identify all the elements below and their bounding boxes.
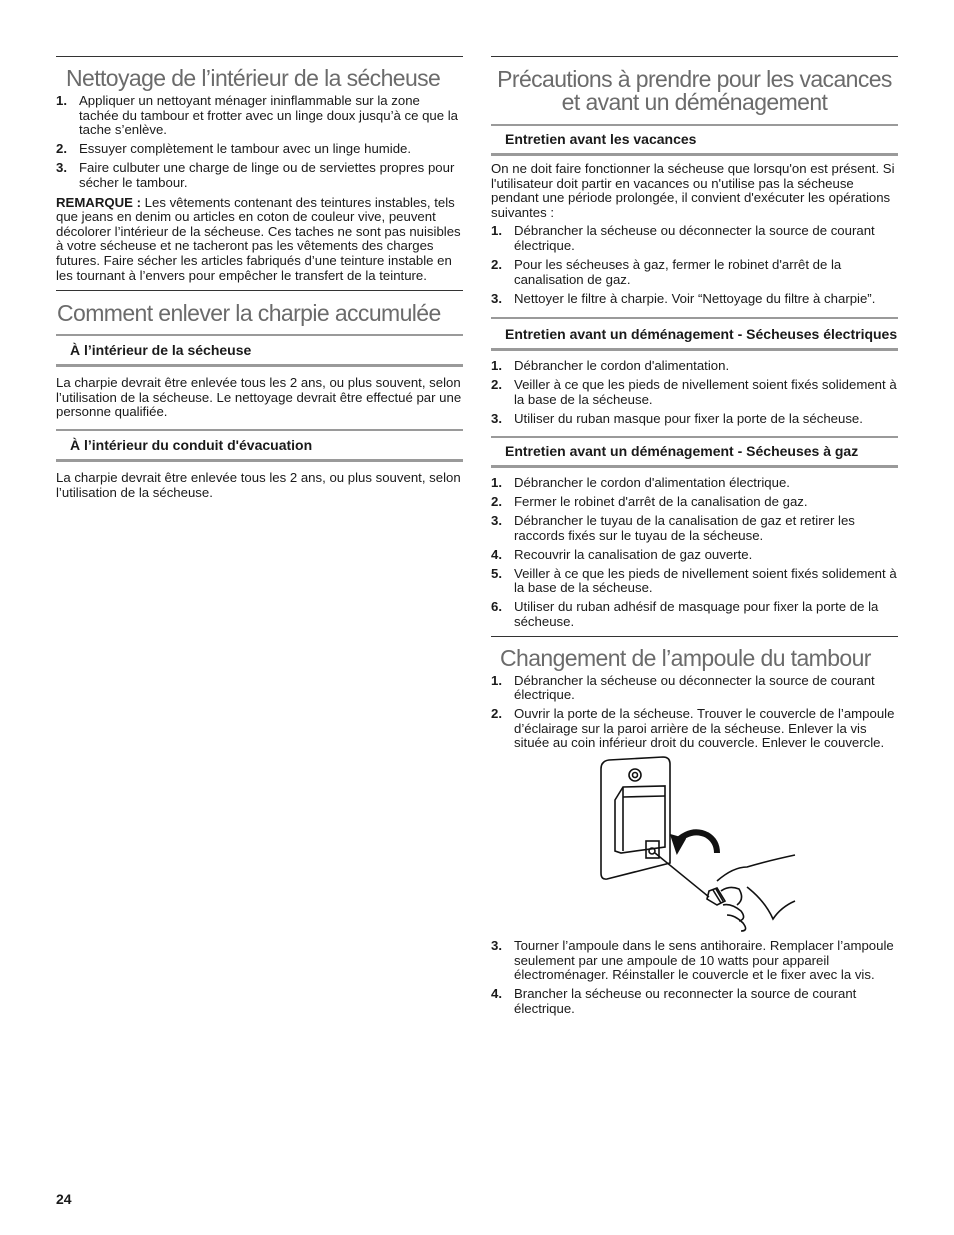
step-number: 3. — [491, 512, 502, 528]
hand-lower — [747, 887, 795, 919]
vacation-intro: On ne doit faire fonctionner la sécheuse que lorsqu'on est présent. Si l'utilisateur doit partir en vacances ou n'utilise pas la sécheuse pendant une période prolongée, il convient d'exécuter les opérations suivantes : — [491, 161, 895, 220]
step-number: 2. — [491, 257, 502, 273]
hand-upper — [717, 855, 795, 881]
step-text: Brancher la sécheuse ou reconnecter la source de courant électrique. — [514, 986, 857, 1016]
step-number: 3. — [56, 160, 67, 176]
list-item — [56, 94, 463, 138]
list-item — [491, 600, 898, 629]
step-number: 4. — [491, 546, 502, 562]
step-number: 1. — [491, 223, 502, 239]
bulb-cover-illustration — [595, 755, 805, 935]
list-item — [491, 476, 898, 491]
step-number: 3. — [491, 411, 502, 427]
subheading-moving-electric: Entretien avant un déménagement - Sécheuses électriques — [491, 317, 898, 351]
step-number: 3. — [491, 938, 502, 954]
cover-back-panel — [601, 757, 670, 879]
step-text: Ouvrir la porte de la sécheuse. Trouver le couvercle de l’ampoule d’éclairage sur la paroi arrière de la sécheuse. Enlever la vis située au coin inférieur droit du couvercle. Enlever le couvercle. — [514, 706, 895, 751]
subheading-vacation: Entretien avant les vacances — [491, 124, 898, 156]
step-number: 2. — [491, 377, 502, 393]
section-title-lint-removal: Comment enlever la charpie accumulée — [57, 300, 441, 327]
step-number: 4. — [491, 986, 502, 1002]
step-text: Pour les sécheuses à gaz, fermer le robinet d'arrêt de la canalisation de gaz. — [514, 257, 842, 287]
step-text: Recouvrir la canalisation de gaz ouverte. — [514, 546, 753, 562]
step-text: Appliquer un nettoyant ménager ininflammable sur la zone tachée du tambour et frotter avec un linge doux jusqu’à ce que la tache s’enlève. — [79, 93, 459, 138]
note-paragraph — [56, 196, 463, 284]
list-item — [491, 412, 898, 427]
page-number: 24 — [56, 1191, 72, 1207]
step-number: 1. — [56, 93, 67, 108]
list-item — [491, 567, 898, 596]
step-text: Débrancher le cordon d'alimentation électrique. — [514, 474, 790, 490]
step-text: Utiliser du ruban masque pour fixer la porte de la sécheuse. — [514, 411, 863, 427]
section-title-interior-cleaning: Nettoyage de l’intérieur de la sécheuse — [66, 65, 441, 91]
list-item — [491, 674, 898, 703]
step-text: Veiller à ce que les pieds de nivellement soient fixés solidement à la base de la sécheuse. — [514, 565, 897, 596]
step-text: Débrancher le tuyau de la canalisation de gaz et retirer les raccords fixés sur le tuyau de la sécheuse. — [514, 512, 855, 543]
section-divider — [56, 290, 463, 291]
list-item — [491, 987, 898, 1016]
list-item — [491, 258, 898, 287]
list-item — [491, 514, 898, 543]
step-number: 1. — [491, 672, 502, 688]
step-number: 1. — [491, 474, 502, 490]
subheading-moving-gas: Entretien avant un déménagement - Sécheuses à gaz — [491, 436, 898, 468]
list-item — [491, 378, 898, 407]
subheading-exhaust-duct: À l’intérieur du conduit d'évacuation — [56, 429, 463, 462]
step-text: Faire culbuter une charge de linge ou de serviettes propres pour sécher le tambour. — [79, 160, 455, 190]
step-text: Débrancher le cordon d'alimentation. — [514, 358, 730, 374]
step-text: Fermer le robinet d'arrêt de la canalisation de gaz. — [514, 493, 808, 509]
list-item — [491, 359, 898, 374]
list-item — [491, 495, 898, 510]
step-text: Tourner l’ampoule dans le sens antihoraire. Remplacer l’ampoule seulement par une ampoule de 10 watts pour appareil électroménager. Réinstaller le couvercle et le fixer avec la vis. — [514, 938, 894, 983]
list-item — [491, 939, 898, 983]
section-divider — [491, 636, 898, 637]
list-item — [491, 548, 898, 563]
title-line-1: Précautions à prendre pour les vacances — [497, 66, 892, 92]
step-text: Utiliser du ruban adhésif de masquage pour fixer la porte de la sécheuse. — [514, 599, 879, 629]
section-divider — [491, 56, 898, 57]
section-title-bulb-change: Changement de l’ampoule du tambour — [500, 644, 871, 671]
section-title-vacation-moving — [491, 68, 898, 114]
step-text: Débrancher la sécheuse ou déconnecter la source de courant électrique. — [514, 223, 875, 253]
list-item — [56, 161, 463, 190]
step-number: 5. — [491, 565, 502, 581]
section-divider — [56, 56, 463, 57]
step-number: 2. — [491, 493, 502, 509]
right-column — [491, 56, 898, 1017]
list-item — [56, 142, 463, 157]
step-number: 1. — [491, 358, 502, 374]
subheading-inside-dryer: À l’intérieur de la sécheuse — [56, 334, 463, 367]
interior-cleaning-steps — [56, 94, 463, 191]
step-number: 2. — [491, 706, 502, 722]
step-text: Débrancher la sécheuse ou déconnecter la source de courant électrique. — [514, 672, 875, 703]
step-number: 3. — [491, 290, 502, 306]
bulb-steps-first — [491, 674, 898, 751]
step-text: Essuyer complètement le tambour avec un linge humide. — [79, 141, 412, 157]
title-line-2: et avant un déménagement — [561, 89, 828, 115]
left-column — [56, 56, 463, 500]
note-label: REMARQUE : — [56, 194, 141, 210]
hand-fingers — [721, 887, 746, 931]
screwdriver-shaft — [655, 853, 709, 897]
vacation-steps — [491, 224, 898, 306]
step-number: 2. — [56, 141, 67, 157]
lint-exhaust-duct-text: La charpie devrait être enlevée tous les 2 ans, ou plus souvent, selon l’utilisation de la sécheuse. — [56, 469, 461, 500]
list-item — [491, 292, 898, 307]
step-text: Veiller à ce que les pieds de nivellement soient fixés solidement à la base de la sécheuse. — [514, 377, 897, 408]
rotation-arrowhead — [671, 835, 685, 853]
list-item — [491, 224, 898, 253]
bulb-steps-second — [491, 939, 898, 1016]
list-item — [491, 707, 898, 751]
moving-gas-steps — [491, 476, 898, 630]
note-text: Les vêtements contenant des teintures instables, tels que jeans en denim ou articles en coton de couleur vive, peuvent décolorer l’intérieur de la sécheuse. Ces taches ne sont pas nuisibles à votre sécheuse et ne tacheront pas les vêtements des charges futures. Faire sécher les articles fabriqués d’une teinture instable en les tournant à l’envers pour empêcher le transfert de la teinture. — [56, 194, 461, 283]
lint-inside-dryer-text: La charpie devrait être enlevée tous les 2 ans, ou plus souvent, selon l’utilisation de la sécheuse. Le nettoyage devrait être effectué par une personne qualifiée. — [56, 375, 462, 420]
moving-electric-steps — [491, 359, 898, 426]
cover-screw-hole — [629, 769, 641, 781]
step-text: Nettoyer le filtre à charpie. Voir “Nettoyage du filtre à charpie”. — [514, 290, 876, 306]
step-number: 6. — [491, 599, 502, 615]
